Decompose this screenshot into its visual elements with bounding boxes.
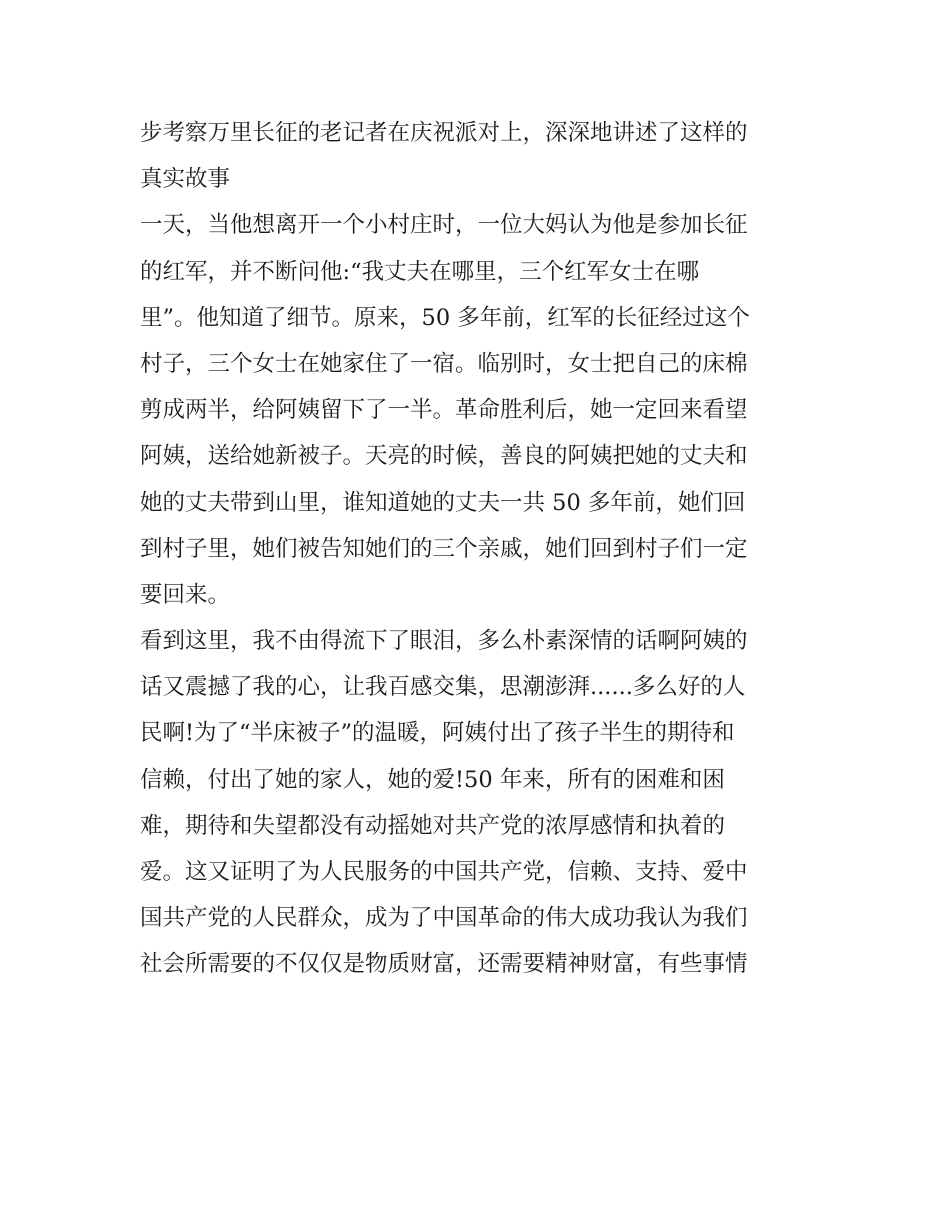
text-line: 到村子里，她们被告知她们的三个亲戚，她们回到村子们一定	[140, 535, 748, 562]
text-line: 一天，当他想离开一个小村庄时，一位大妈认为他是参加长征	[140, 212, 748, 239]
text-line: 爱。这又证明了为人民服务的中国共产党，信赖、支持、爱中	[140, 859, 748, 885]
text-line: 看到这里，我不由得流下了眼泪，多么朴素深情的话啊阿姨的	[140, 628, 748, 655]
text-line: 真实故事	[140, 166, 231, 193]
text-line: 阿姨，送给她新被子。天亮的时候，善良的阿姨把她的丈夫和	[140, 443, 748, 470]
text-line: 剪成两半，给阿姨留下了一半。革命胜利后，她一定回来看望	[140, 397, 748, 424]
text-line: 民啊!为了“半床被子”的温暖，阿姨付出了孩子半生的期待和	[140, 720, 735, 747]
text-line: 话又震撼了我的心，让我百感交集，思潮澎湃......多么好的人	[140, 674, 746, 701]
text-line: 她的丈夫带到山里，谁知道她的丈夫一共 50 多年前，她们回	[140, 489, 746, 516]
text-line: 信赖，付出了她的家人，她的爱!50 年来，所有的困难和困	[140, 766, 725, 793]
text-line: 里”。他知道了细节。原来，50 多年前，红军的长征经过这个	[140, 304, 750, 331]
text-line: 要回来。	[140, 581, 231, 608]
text-line: 村子，三个女士在她家住了一宿。临别时，女士把自己的床棉	[140, 350, 748, 377]
document-text	[140, 110, 820, 988]
text-line: 国共产党的人民群众，成为了中国革命的伟大成功我认为我们	[140, 905, 748, 932]
text-line: 社会所需要的不仅仅是物质财富，还需要精神财富，有些事情	[140, 951, 748, 978]
text-line: 的红军，并不断问他:“我丈夫在哪里，三个红军女士在哪	[140, 258, 700, 285]
text-line: 难，期待和失望都没有动摇她对共产党的浓厚感情和执着的	[140, 812, 726, 839]
text-line: 步考察万里长征的老记者在庆祝派对上，深深地讲述了这样的	[140, 120, 748, 146]
